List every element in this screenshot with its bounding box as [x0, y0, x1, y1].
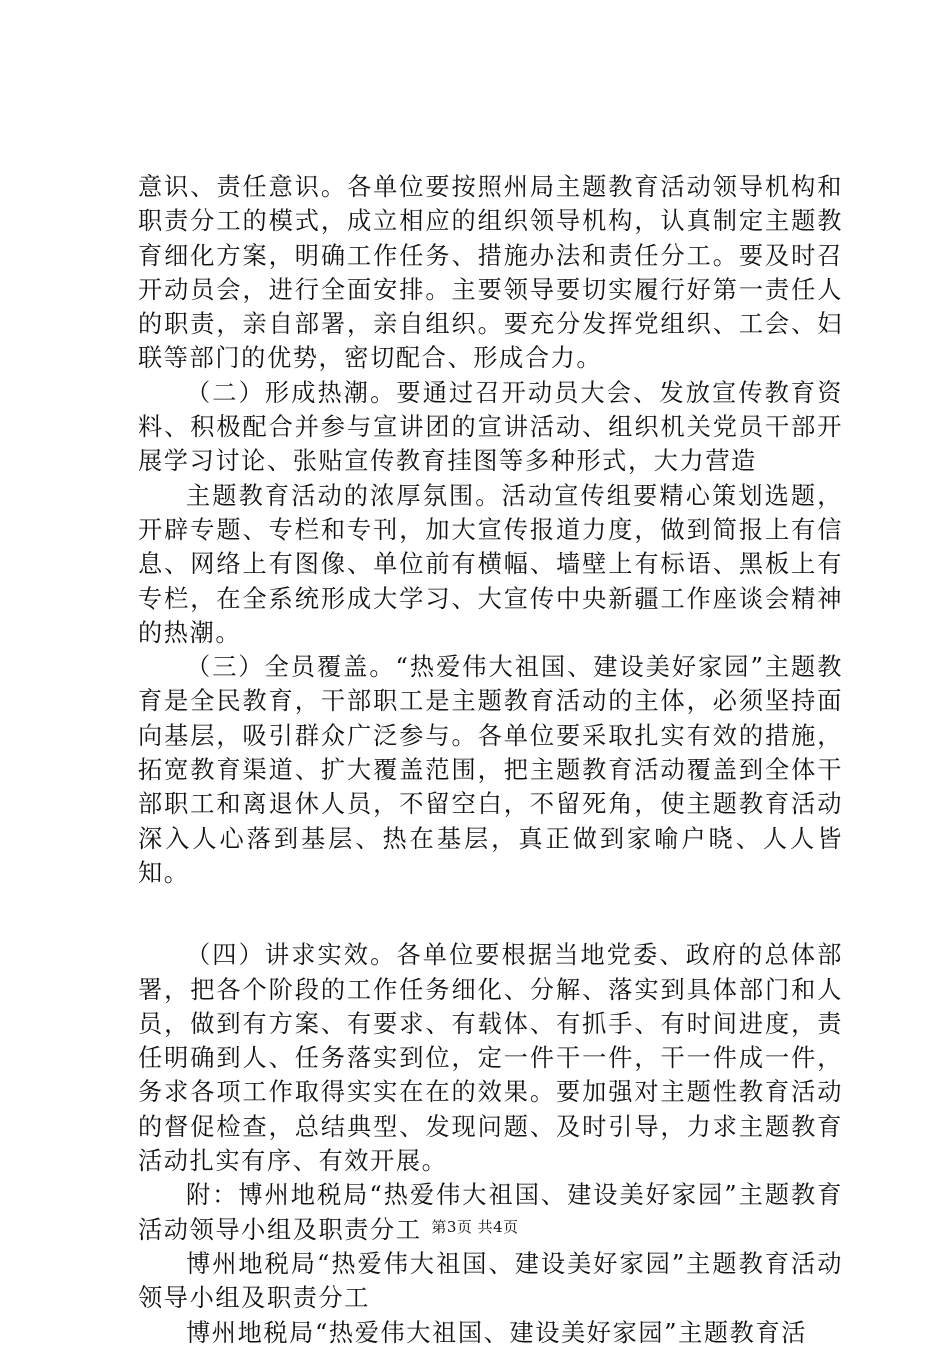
- document-body: [138, 170, 843, 1350]
- paragraph-section-2: （二）形成热潮。要通过召开动员大会、发放宣传教育资料、积极配合并参与宣讲团的宣讲活动、组织机关党员干部开展学习讨论、张贴宣传教育挂图等多种形式，大力营造: [138, 378, 843, 476]
- paragraph-section-4: （四）讲求实效。各单位要根据当地党委、政府的总体部署，把各个阶段的工作任务细化、分解、落实到具体部门和人员，做到有方案、有要求、有载体、有抓手、有时间进度，责任明确到人、任务落实到位，定一件干一件，干一件成一件，务求各项工作取得实实在在的效果。要加强对主题性教育活动的督促检查，总结典型、发现问题、及时引导，力求主题教育活动扎实有序、有效开展。: [138, 941, 843, 1176]
- page-number-footer: 第3页 共4页: [431, 1218, 519, 1236]
- paragraph-spacer: [138, 890, 843, 938]
- paragraph-appendix-title: 博州地税局“热爱伟大祖国、建设美好家园”主题教育活动领导小组及职责分工: [138, 1249, 843, 1313]
- paragraph-continuation: 意识、责任意识。各单位要按照州局主题教育活动领导机构和职责分工的模式，成立相应的组织领导机构，认真制定主题教育细化方案，明确工作任务、措施办法和责任分工。要及时召开动员会，进行全面安排。主要领导要切实履行好第一责任人的职责，亲自部署，亲自组织。要充分发挥党组织、工会、妇联等部门的优势，密切配合、形成合力。: [138, 173, 843, 373]
- paragraph-section-3: （三）全员覆盖。“热爱伟大祖国、建设美好家园”主题教育是全民教育，干部职工是主题教育活动的主体，必须坚持面向基层，吸引群众广泛参与。各单位要采取扎实有效的措施，拓宽教育渠道、扩大覆盖范围，把主题教育活动覆盖到全体干部职工和离退休人员，不留空白，不留死角，使主题教育活动深入人心落到基层、热在基层，真正做到家喻户晓、人人皆知。: [138, 653, 843, 887]
- paragraph-appendix-title-repeat: 博州地税局“热爱伟大祖国、建设美好家园”主题教育活: [186, 1318, 808, 1347]
- paragraph-appendix-note: 附：博州地税局“热爱伟大祖国、建设美好家园”主题教育活动领导小组及职责分工: [138, 1181, 843, 1244]
- paragraph-section-2-continued: 主题教育活动的浓厚氛围。活动宣传组要精心策划选题，开辟专题、专栏和专刊，加大宣传报道力度，做到简报上有信息、网络上有图像、单位前有横幅、墙壁上有标语、黑板上有专栏，在全系统形成大学习、大宣传中央新疆工作座谈会精神的热潮。: [138, 481, 843, 647]
